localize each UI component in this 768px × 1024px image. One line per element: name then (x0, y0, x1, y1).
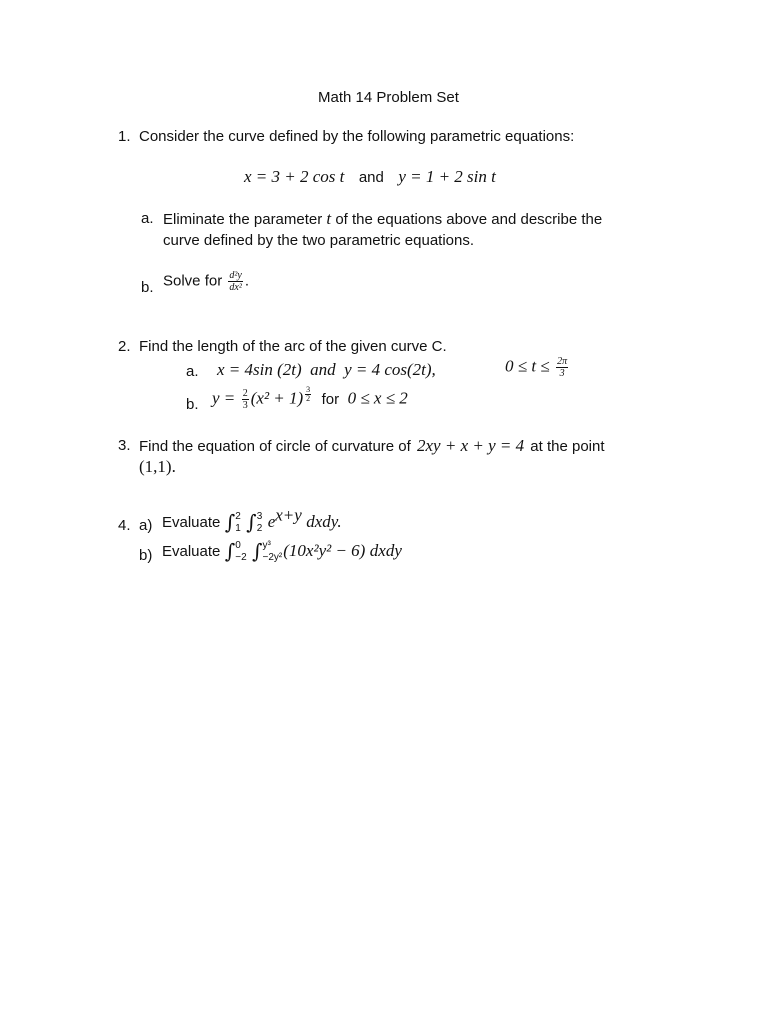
problem-2a-range (505, 356, 570, 379)
differential: dxdy. (306, 512, 342, 531)
problem-4b-expression (162, 537, 402, 564)
outer-lower-limit: −2 (235, 551, 247, 563)
problem-1a-line-1 (163, 209, 602, 230)
inner-limits (263, 540, 283, 564)
problem-1-text: Consider the curve defined by the following parametric equations: (139, 128, 575, 145)
equation-and: and (310, 360, 336, 379)
inner-integral-sign: ∫ (246, 510, 257, 534)
exponent-fraction (305, 386, 311, 403)
problem-4a-text: Evaluate (162, 514, 221, 531)
problem-2-number: 2. (118, 338, 131, 355)
problem-2b-equation (212, 385, 408, 411)
inner-limits (257, 511, 263, 535)
problem-3-equation: 2xy + x + y = 4 (417, 436, 525, 455)
outer-integral-sign: ∫ (224, 539, 236, 563)
problem-1a-label: a. (141, 210, 154, 227)
problem-4a-label: a) (139, 517, 153, 534)
problem-3-number: 3. (118, 437, 131, 454)
problem-2b-label: b. (186, 396, 199, 413)
problem-1-equation (244, 167, 496, 188)
fraction-denominator: 2 (306, 394, 311, 403)
equation-y: y = 4 cos(2t), (344, 360, 436, 379)
problem-1a-var: t (326, 209, 332, 228)
problem-1a-line-2: curve defined by the two parametric equations. (163, 232, 475, 249)
problem-1-number: 1. (118, 128, 131, 145)
equation-and: and (358, 169, 384, 186)
problem-1b-line (163, 270, 249, 293)
inner-lower-limit: 2 (256, 522, 263, 534)
fraction-numerator: 2π (557, 356, 568, 367)
page-title: Math 14 Problem Set (318, 89, 459, 106)
problem-3-line-1 (139, 436, 605, 457)
outer-upper-limit: 2 (235, 510, 241, 522)
fraction-numerator: d²y (229, 270, 242, 281)
inner-lower-limit: −2y² (262, 551, 283, 563)
fraction-numerator: 2 (242, 388, 248, 399)
problem-4-number: 4. (118, 517, 131, 534)
equation-paren: (x² + 1) (250, 388, 304, 408)
problem-2a-equation (217, 360, 436, 380)
fraction-numerator: 3 (306, 385, 311, 394)
equation-x: x = 3 + 2 cos t (244, 167, 345, 186)
fraction-denominator: 3 (242, 400, 248, 411)
outer-limits (235, 540, 246, 564)
equation-y: y = 1 + 2 sin t (398, 167, 496, 186)
problem-1b-text: Solve for (163, 272, 223, 290)
problem-4b-label: b) (139, 547, 153, 564)
problem-2a-label: a. (186, 363, 199, 380)
range-left: 0 ≤ t ≤ (505, 356, 550, 376)
equation-for: for (321, 390, 340, 408)
problem-1b-period: . (244, 272, 249, 290)
outer-lower-limit: 1 (235, 522, 241, 534)
problem-1b-label: b. (141, 279, 154, 296)
outer-upper-limit: 0 (235, 539, 241, 551)
equation-y-left: y = (212, 388, 236, 408)
problem-1b-fraction (228, 270, 242, 293)
coefficient-fraction (242, 388, 249, 411)
outer-limits (235, 511, 241, 535)
problem-3-text-1: Find the equation of circle of curvature of (139, 438, 411, 455)
integrand: (10x²y² − 6) (283, 541, 366, 560)
problem-2-text: Find the length of the arc of the given curve C. (139, 338, 447, 355)
problem-1a-text: Eliminate the parameter (163, 211, 323, 228)
fraction-denominator: dx² (229, 282, 242, 293)
problem-4b-text: Evaluate (162, 543, 221, 560)
problem-3-text-2: at the point (530, 438, 605, 455)
inner-upper-limit: y³ (262, 539, 271, 551)
fraction-denominator: 3 (559, 368, 565, 379)
equation-range: 0 ≤ x ≤ 2 (347, 388, 408, 408)
differential: dxdy (369, 541, 402, 560)
inner-integral-sign: ∫ (252, 539, 263, 563)
problem-3-point: (1,1). (139, 457, 176, 476)
problem-1a-text-rest: of the equations above and describe the (335, 211, 603, 228)
integrand-exponent: x+y (275, 505, 302, 525)
range-fraction (556, 356, 568, 379)
integrand: e (267, 512, 276, 531)
equation-x: x = 4sin (2t) (217, 360, 302, 379)
inner-upper-limit: 3 (256, 510, 263, 522)
outer-integral-sign: ∫ (224, 510, 236, 534)
problem-4a-expression (162, 505, 342, 535)
